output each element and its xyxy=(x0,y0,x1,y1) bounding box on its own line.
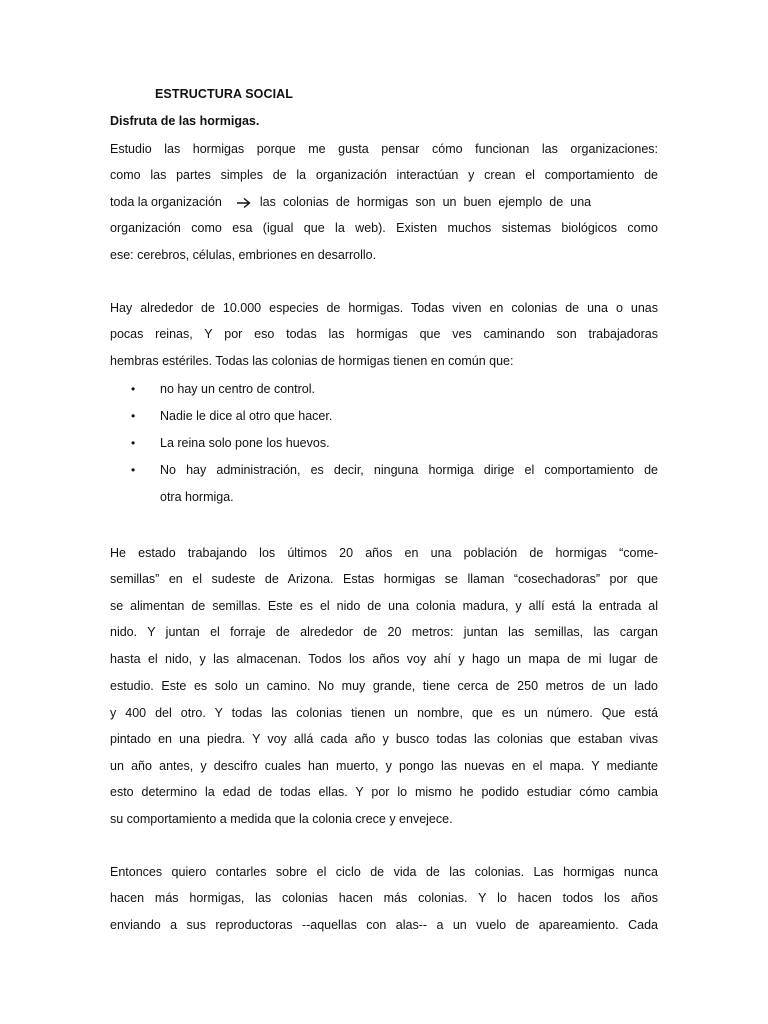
paragraph-3-line-7: y 400 del otro. Y todas las colonias tienen un nombre, que es un número. Que está xyxy=(110,706,658,720)
paragraph-1-line-3 xyxy=(110,193,658,211)
paragraph-3-line-6: estudio. Este es solo un camino. No muy grande, tiene cerca de 250 metros de un lado xyxy=(110,679,658,693)
paragraph-4-line-2: hacen más hormigas, las colonias hacen más colonias. Y lo hacen todos los años xyxy=(110,891,658,905)
paragraph-1-line-4: organización como esa (igual que la web). Existen muchos sistemas biológicos como xyxy=(110,221,658,235)
paragraph-3-line-3: se alimentan de semillas. Este es el nido de una colonia madura, y allí está la entrada al xyxy=(110,599,658,613)
paragraph-2-line-1: Hay alrededor de 10.000 especies de hormigas. Todas viven en colonias de una o unas xyxy=(110,301,658,315)
paragraph-1-line-5: ese: cerebros, células, embriones en desarrollo. xyxy=(110,248,377,262)
paragraph-4-line-1: Entonces quiero contarles sobre el ciclo de vida de las colonias. Las hormigas nunca xyxy=(110,865,658,879)
paragraph-3-line-1: He estado trabajando los últimos 20 años en una población de hormigas “come- xyxy=(110,546,658,560)
paragraph-3-line-9: un año antes, y descifro cuales han muerto, y pongo las nuevas en el mapa. Y mediante xyxy=(110,759,658,773)
document-title: ESTRUCTURA SOCIAL xyxy=(155,87,294,101)
paragraph-4-line-3: enviando a sus reproductoras --aquellas con alas-- a un vuelo de apareamiento. Cada xyxy=(110,918,658,932)
paragraph-3-line-2: semillas” en el sudeste de Arizona. Estas hormigas se llaman “cosechadoras” por que xyxy=(110,572,658,586)
document-subtitle: Disfruta de las hormigas. xyxy=(110,114,260,128)
paragraph-3-line-5: hasta el nido, y las almacenan. Todos los años voy ahí y hago un mapa de mi lugar de xyxy=(110,652,658,666)
paragraph-1-line-3-end: las colonias de hormigas son un buen ejemplo de una xyxy=(259,195,592,209)
bullet-item-2: Nadie le dice al otro que hacer. xyxy=(160,409,333,423)
paragraph-3-line-4: nido. Y juntan el forraje de alrededor de 20 metros: juntan las semillas, las cargan xyxy=(110,625,658,639)
paragraph-2-line-3: hembras estériles. Todas las colonias de hormigas tienen en común que: xyxy=(110,354,514,368)
bullet-item-1: no hay un centro de control. xyxy=(160,382,315,396)
bullet-item-3: La reina solo pone los huevos. xyxy=(160,436,330,450)
bullet-item-4-line-2: otra hormiga. xyxy=(160,490,234,504)
paragraph-1-line-2: como las partes simples de la organización interactúan y crean el comportamiento de xyxy=(110,168,658,182)
paragraph-1-line-3-start: toda la organización xyxy=(110,195,222,209)
bullet-marker-1: • xyxy=(131,382,136,396)
paragraph-2-line-2: pocas reinas, Y por eso todas las hormigas que ves caminando son trabajadoras xyxy=(110,327,658,341)
bullet-marker-3: • xyxy=(131,436,136,450)
bullet-item-4-line-1: No hay administración, es decir, ninguna hormiga dirige el comportamiento de xyxy=(160,463,658,477)
paragraph-3-line-8: pintado en una piedra. Y voy allá cada año y busco todas las colonias que estaban vivas xyxy=(110,732,658,746)
bullet-marker-2: • xyxy=(131,409,136,423)
right-arrow-icon xyxy=(236,197,252,209)
paragraph-1-line-1: Estudio las hormigas porque me gusta pensar cómo funcionan las organizaciones: xyxy=(110,142,658,156)
paragraph-3-line-11: su comportamiento a medida que la colonia crece y envejece. xyxy=(110,812,453,826)
bullet-marker-4: • xyxy=(131,463,136,477)
paragraph-3-line-10: esto determino la edad de todas ellas. Y por lo mismo he podido estudiar cómo cambia xyxy=(110,785,658,799)
